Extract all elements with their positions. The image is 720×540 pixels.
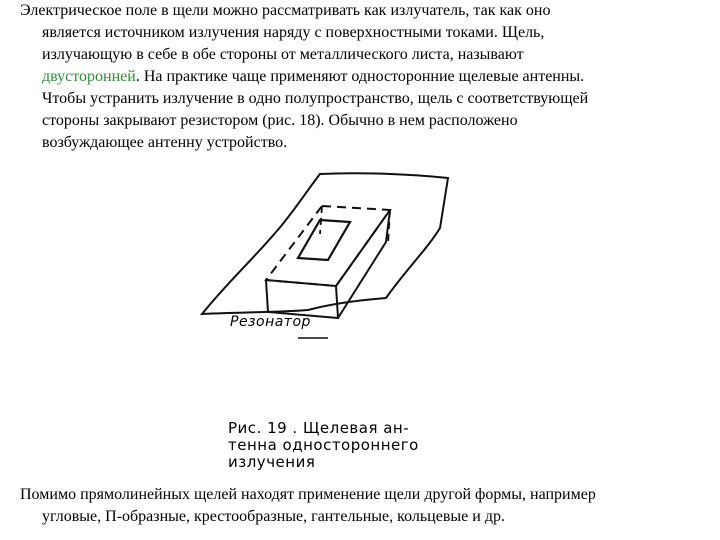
metal-sheet <box>202 173 448 314</box>
text-line: Помимо прямолинейных щелей находят применение щели другой формы, например <box>20 486 596 503</box>
text-line: угловые, П-образные, крестообразные, гантельные, кольцевые и др. <box>42 508 505 525</box>
text-line: является источником излучения наряду с поверхностными токами. Щель, <box>42 24 545 41</box>
text-line: излучающую в себе в обе стороны от металлического листа, называют <box>42 46 524 63</box>
text-fragment: . На практике чаще применяют односторонние щелевые антенны. <box>135 68 585 85</box>
text-line <box>20 66 710 88</box>
slot-antenna-figure <box>190 168 470 473</box>
cavity-hidden-edge <box>388 210 390 244</box>
resonator-label: Резонатор <box>230 314 311 330</box>
text-line: Чтобы устранить излучение в одно полупространство, щель с соответствующей <box>42 90 589 107</box>
text-line: Электрическое поле в щели можно рассматривать как излучатель, так как оно <box>20 2 551 19</box>
caption-line: тенна одностороннего <box>228 436 419 454</box>
slot <box>298 220 350 260</box>
resonator-front-face <box>266 280 338 318</box>
cavity-hidden-edge <box>320 206 322 234</box>
text-line: стороны закрывают резистором (рис. 18). Обычно в нем расположено <box>42 112 518 129</box>
intro-paragraph <box>20 0 710 154</box>
cavity-top-dashed <box>266 206 390 286</box>
caption-line: излучения <box>228 453 316 471</box>
closing-paragraph <box>20 484 710 528</box>
text-line: возбуждающее антенну устройство. <box>42 134 288 151</box>
caption-line: Рис. 19 . Щелевая ан- <box>228 419 410 437</box>
antenna-drawing <box>190 168 470 408</box>
term-highlight: двусторонней <box>42 68 136 85</box>
figure-caption <box>228 420 419 471</box>
